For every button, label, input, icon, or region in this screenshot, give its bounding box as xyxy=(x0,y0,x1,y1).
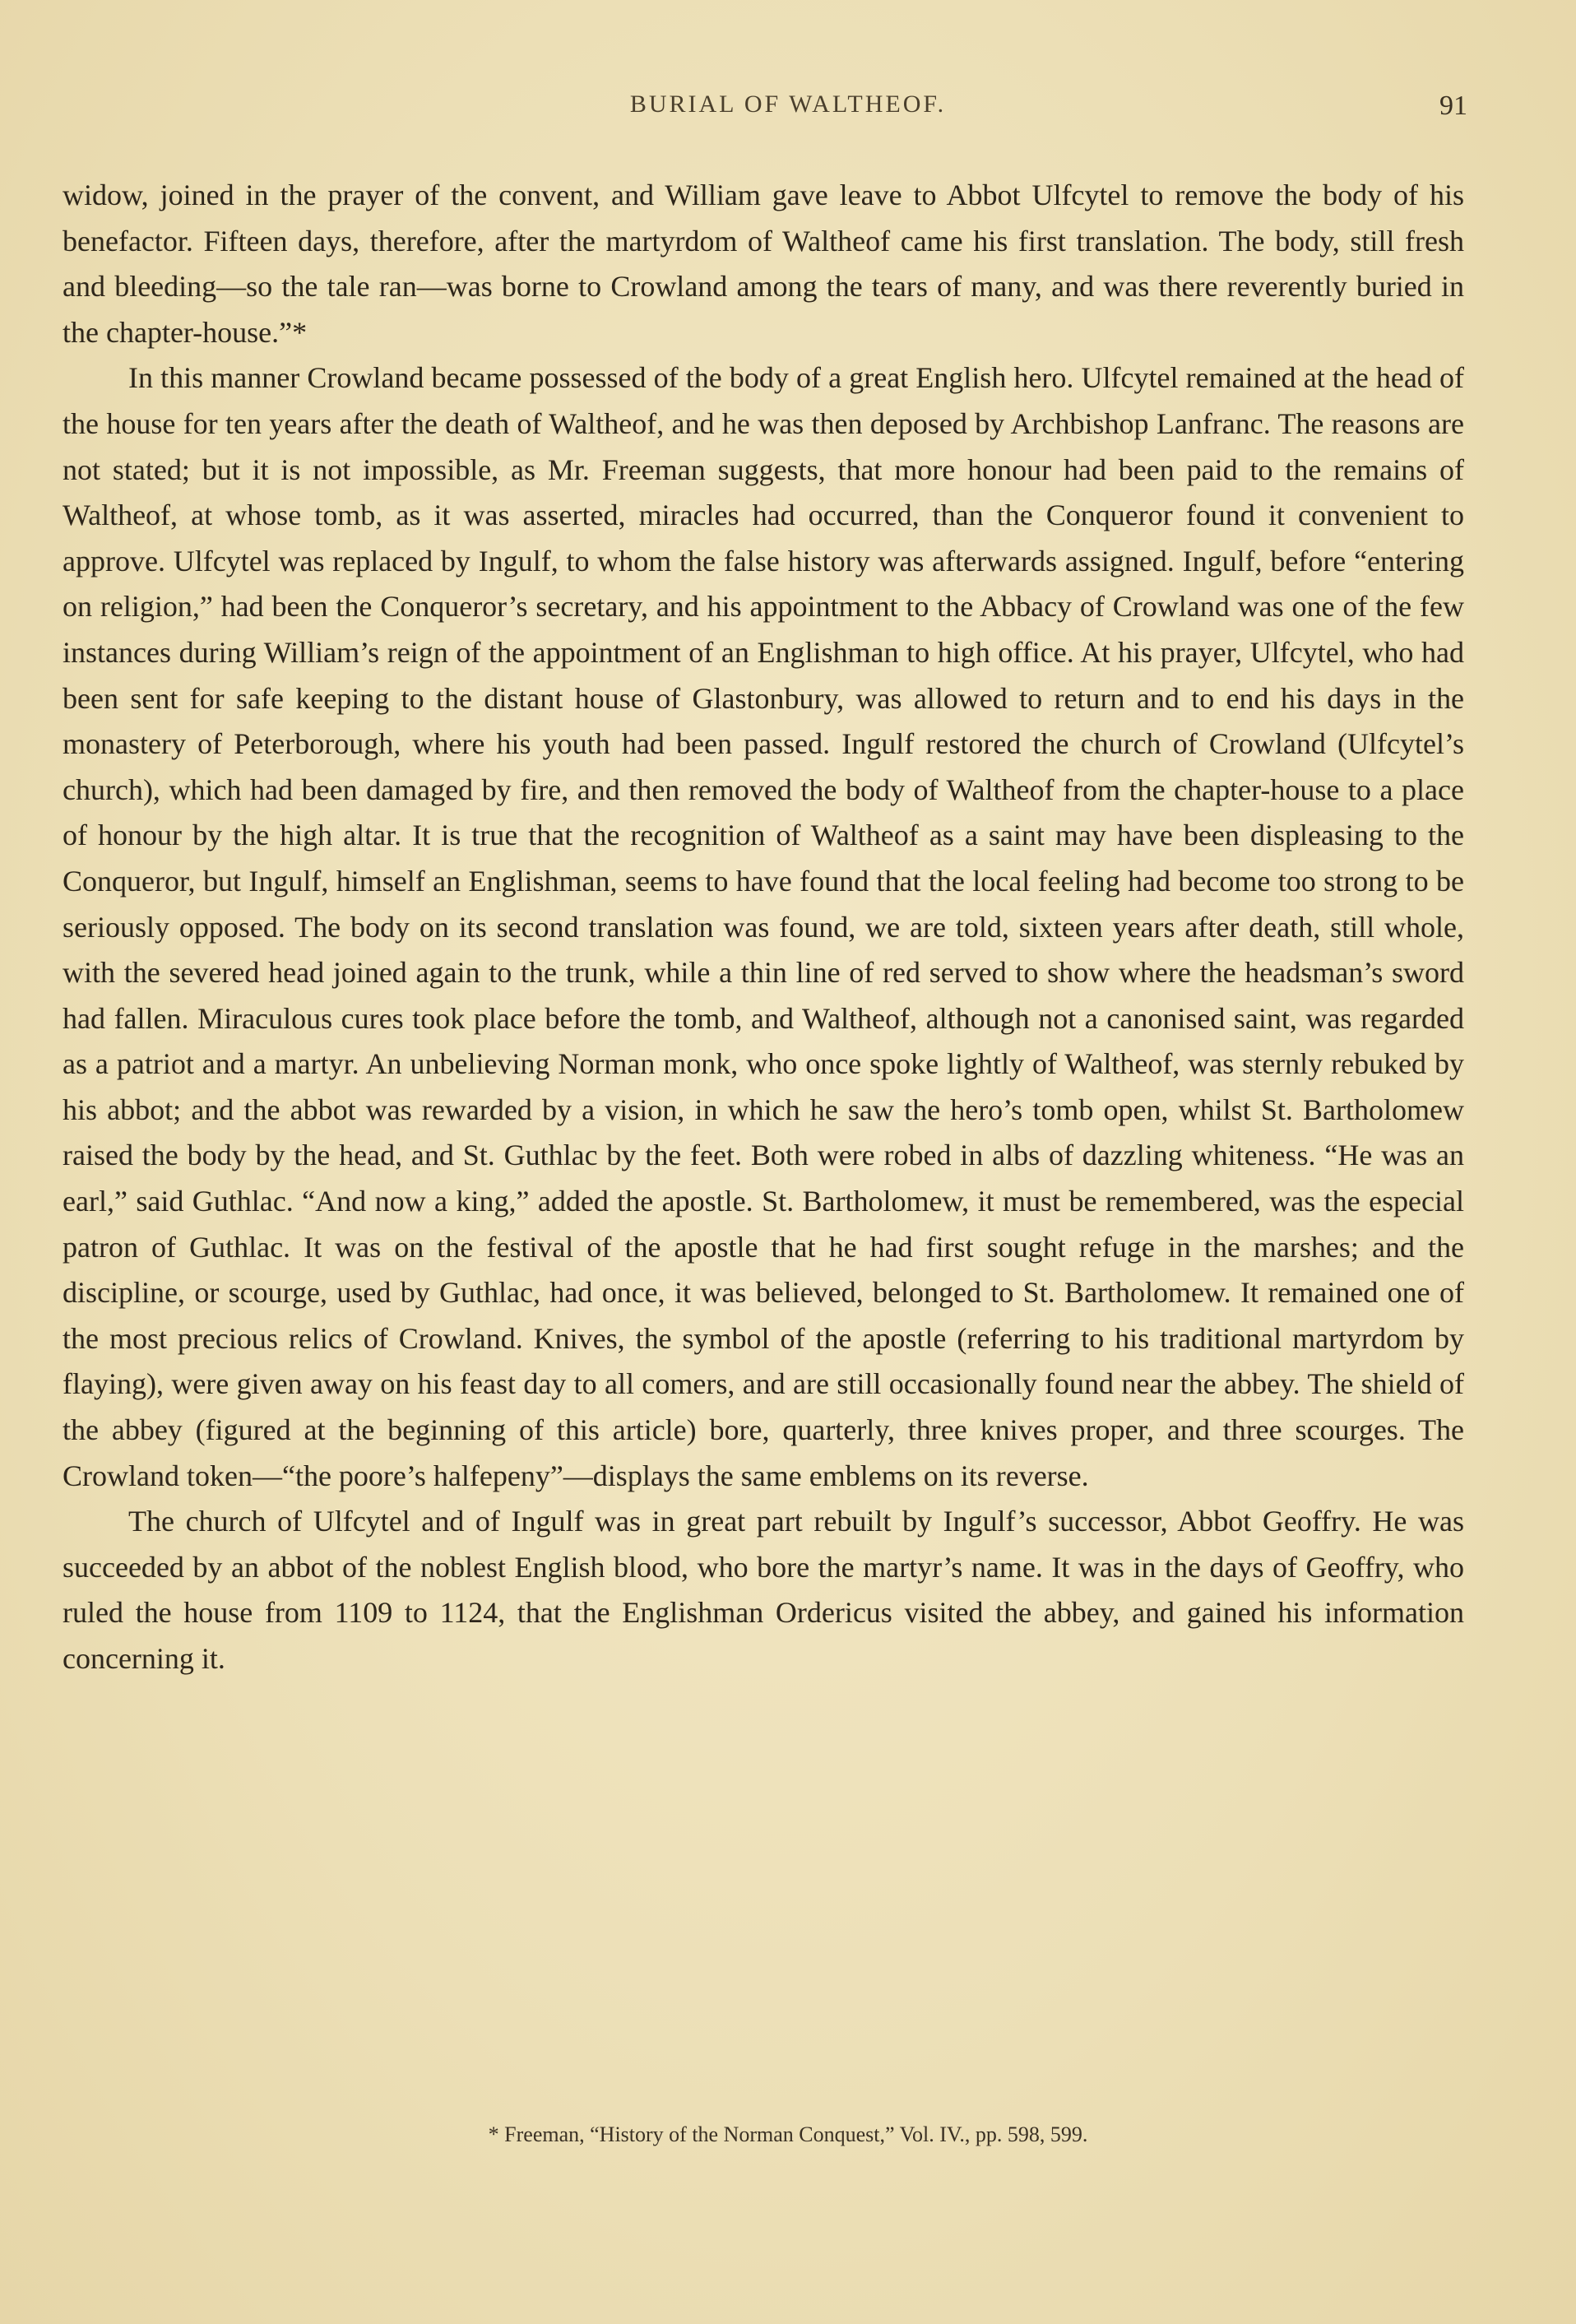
paragraph-continuation: widow, joined in the prayer of the convent, and William gave leave to Abbot Ulfcytel to remove the body of his benefactor. Fifteen days, therefore, after the martyrdom of Waltheof came his first translation. The body, still fresh and bleeding—so the tale ran—was borne to Crowland among the tears of many, and was there reverently buried in the chapter-house.”* xyxy=(63,179,1464,349)
running-head xyxy=(0,90,1576,123)
page-number: 91 xyxy=(1439,90,1467,121)
body-text xyxy=(63,173,1464,1682)
running-title: BURIAL OF WALTHEOF. xyxy=(629,90,947,118)
paragraph-crowland-hero: In this manner Crowland became possessed of the body of a great English hero. Ulfcytel remained at the head of the house for ten years after the death of Waltheof, and he was then deposed by Archbishop Lanfranc. The reasons are not stated; but it is not impossible, as Mr. Freeman suggests, that more honour had been paid to the remains of Waltheof, at whose tomb, as it was asserted, miracles had occurred, than the Conqueror found it convenient to approve. Ulfcytel was replaced by Ingulf, to whom the false history was afterwards assigned. Ingulf, before “entering on religion,” had been the Conqueror’s secretary, and his appointment to the Abbacy of Crowland was one of the few instances during William’s reign of the appointment of an Englishman to high office. At his prayer, Ulfcytel, who had been sent for safe keeping to the distant house of Glastonbury, was allowed to return and to end his days in the monastery of Peterborough, where his youth had been passed. Ingulf restored the church of Crowland (Ulfcytel’s church), which had been damaged by fire, and then removed the body of Waltheof from the chapter-house to a place of honour by the high altar. It is true that the recognition of Waltheof as a saint may have been displeasing to the Conqueror, but Ingulf, himself an Englishman, seems to have found that the local feeling had become too strong to be seriously opposed. The body on its second translation was found, we are told, sixteen years after death, still whole, with the severed head joined again to the trunk, while a thin line of red served to show where the headsman’s sword had fallen. Miraculous cures took place before the tomb, and Waltheof, although not a canonised saint, was regarded as a patriot and a martyr. An unbelieving Norman monk, who once spoke lightly of Waltheof, was sternly rebuked by his abbot; and the abbot was rewarded by a vision, in which he saw the hero’s tomb open, whilst St. Bartholomew raised the body by the head, and St. Guthlac by the feet. Both were robed in albs of dazzling whiteness. “He was an earl,” said Guthlac. “And now a king,” added the apostle. St. Bartholomew, it must be remembered, was the especial patron of Guthlac. It was on the festival of the apostle that he had first sought refuge in the marshes; and the discipline, or scourge, used by Guthlac, had once, it was believed, belonged to St. Bartholomew. It remained one of the most precious relics of Crowland. Knives, the symbol of the apostle (referring to his traditional martyrdom by flaying), were given away on his feast day to all comers, and are still occasionally found near the abbey. The shield of the abbey (figured at the beginning of this article) bore, quarterly, three knives proper, and three scourges. The Crowland token—“the poore’s halfepeny”—displays the same emblems on its reverse. xyxy=(63,361,1464,1492)
paragraph-church-rebuilt: The church of Ulfcytel and of Ingulf was in great part rebuilt by Ingulf’s successor, Abbot Geoffry. He was succeeded by an abbot of the noblest English blood, who bore the martyr’s name. It was in the days of Geoffry, who ruled the house from 1109 to 1124, that the Englishman Ordericus visited the abbey, and gained his information concerning it. xyxy=(63,1505,1464,1675)
footnote: * Freeman, “History of the Norman Conquest,” Vol. IV., pp. 598, 599. xyxy=(488,2122,1088,2146)
